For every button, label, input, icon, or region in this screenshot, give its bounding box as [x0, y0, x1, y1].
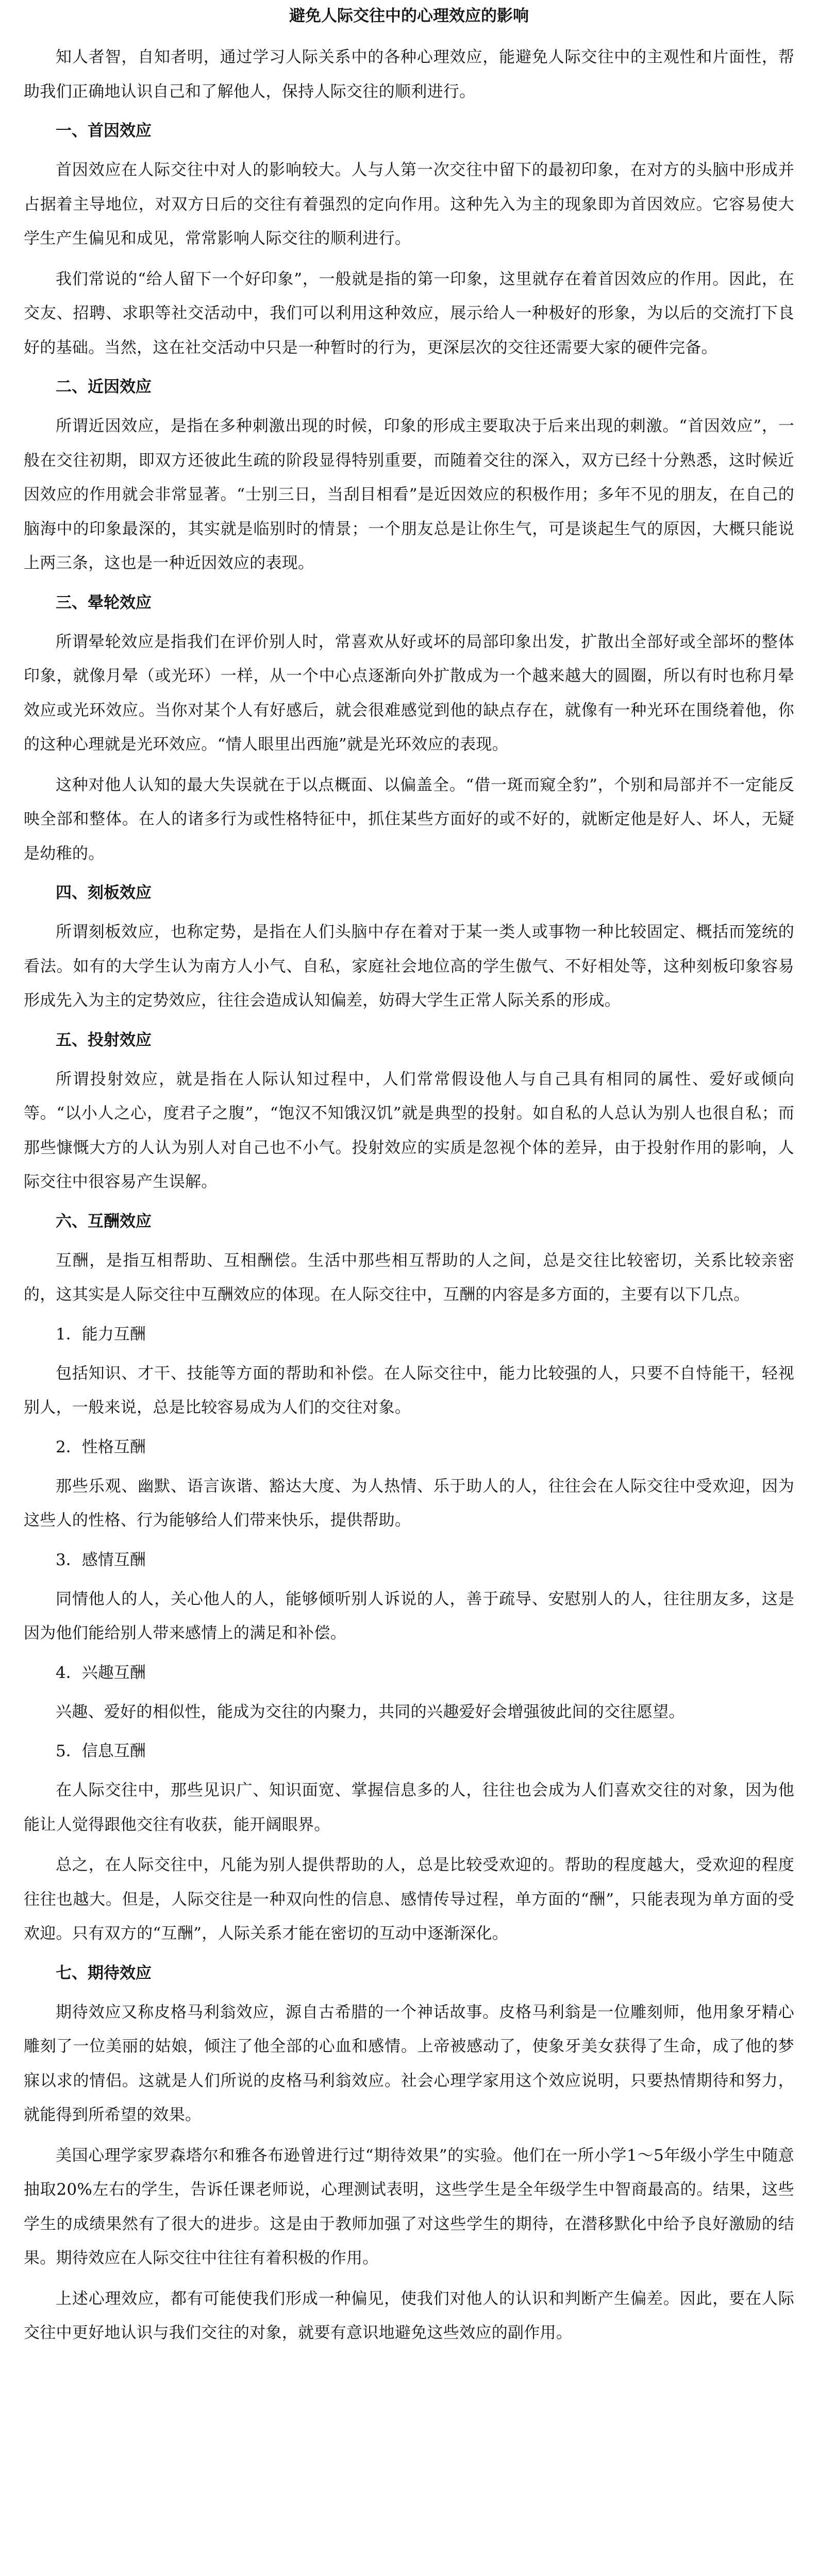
paragraph: 所谓投射效应，就是指在人际认知过程中，人们常常假设他人与自己具有相同的属性、爱好或倾向等。“以小人之心，度君子之腹”，“饱汉不知饿汉饥”就是典型的投射。如自私的人总认为别人也很自私；而那些慷慨大方的人认为别人对自己也不小气。投射效应的实质是忽视个体的差异，由于投射作用的影响，人际交往中很容易产生误解。 [24, 1070, 794, 1191]
paragraph: 这种对他人认知的最大失误就在于以点概面、以偏盖全。“借一斑而窥全豹”，个别和局部并不一定能反映全部和整体。在人的诸多行为或性格特征中，抓住某些方面好的或不好的，就断定他是好人、坏人，无疑是幼稚的。 [24, 775, 794, 863]
paragraph: 首因效应在人际交往中对人的影响较大。人与人第一次交往中留下的最初印象，在对方的头脑中形成并占据着主导地位，对双方日后的交往有着强烈的定向作用。这种先入为主的现象即为首因效应。它容易使大学生产生偏见和成见，常常影响人际交往的顺利进行。 [24, 161, 794, 248]
subsection-heading-emotion: 3．感情互酬 [56, 1550, 146, 1569]
paragraph: 所谓近因效应，是指在多种刺激出现的时候，印象的形成主要取决于后来出现的刺激。“首因效应”，一般在交往初期，即双方还彼此生疏的阶段显得特别重要，而随着交往的深入，双方已经十分熟悉，这时候近因效应的作用就会非常显著。“士别三日，当刮目相看”是近因效应的积极作用；多年不见的朋友，在自己的脑海中的印象最深的，其实就是临别时的情景；一个朋友总是让你生气，可是谈起生气的原因，大概只能说上两三条，这也是一种近因效应的表现。 [24, 417, 794, 572]
paragraph: 期待效应又称皮格马利翁效应，源自古希腊的一个神话故事。皮格马利翁是一位雕刻师，他用象牙精心雕刻了一位美丽的姑娘，倾注了他全部的心血和感情。上帝被感动了，使象牙美女获得了生命，成了他的梦寐以求的情侣。这就是人们所说的皮格马利翁效应。社会心理学家用这个效应说明，只要热情期待和努力，就能得到所希望的效果。 [24, 2003, 794, 2124]
paragraph: 同情他人的人，关心他人的人，能够倾听别人诉说的人，善于疏导、安慰别人的人，往往朋友多，这是因为他们能给别人带来感情上的满足和补偿。 [24, 1589, 794, 1642]
document-title: 避免人际交往中的心理效应的影响 [289, 7, 529, 25]
intro-paragraph: 知人者智，自知者明，通过学习人际关系中的各种心理效应，能避免人际交往中的主观性和片面性，帮助我们正确地认识自己和了解他人，保持人际交往的顺利进行。 [24, 48, 794, 101]
section-heading-stereotype: 四、刻板效应 [56, 884, 152, 902]
subsection-heading-ability: 1．能力互酬 [56, 1325, 146, 1344]
subsection-heading-interest: 4．兴趣互酬 [56, 1663, 146, 1682]
paragraph: 总之，在人际交往中，凡能为别人提供帮助的人，总是比较受欢迎的。帮助的程度越大，受欢迎的程度往往也越大。但是，人际交往是一种双向性的信息、感情传导过程，单方面的“酬”，只能表现为单方面的受欢迎。只有双方的“互酬”，人际关系才能在密切的互动中逐渐深化。 [24, 1856, 794, 1943]
section-heading-recency: 二、近因效应 [56, 378, 152, 396]
paragraph: 互酬，是指互相帮助、互相酬偿。生活中那些相互帮助的人之间，总是交往比较密切，关系比较亲密的，这其实是人际交往中互酬效应的体现。在人际交往中，互酬的内容是多方面的，主要有以下几点。 [24, 1251, 794, 1304]
paragraph: 我们常说的“给人留下一个好印象”，一般就是指的第一印象，这里就存在着首因效应的作用。因此，在交友、招聘、求职等社交活动中，我们可以利用这种效应，展示给人一种极好的形象，为以后的交流打下良好的基础。当然，这在社交活动中只是一种暂时的行为，更深层次的交往还需要大家的硬件完备。 [24, 269, 794, 357]
paragraph: 所谓刻板效应，也称定势，是指在人们头脑中存在着对于某一类人或事物一种比较固定、概括而笼统的看法。如有的大学生认为南方人小气、自私，家庭社会地位高的学生傲气、不好相处等，这种刻板印象容易形成先入为主的定势效应，往往会造成认知偏差，妨碍大学生正常人际关系的形成。 [24, 923, 794, 1010]
subsection-heading-information: 5．信息互酬 [56, 1742, 146, 1760]
paragraph: 那些乐观、幽默、语言诙谐、豁达大度、为人热情、乐于助人的人，往往会在人际交往中受欢迎，因为这些人的性格、行为能够给人们带来快乐，提供帮助。 [24, 1477, 794, 1530]
paragraph: 兴趣、爱好的相似性，能成为交往的内聚力，共同的兴趣爱好会增强彼此间的交往愿望。 [56, 1702, 685, 1721]
paragraph: 上述心理效应，都有可能使我们形成一种偏见，使我们对他人的认识和判断产生偏差。因此，要在人际交往中更好地认识与我们交往的对象，就要有意识地避免这些效应的副作用。 [24, 2289, 794, 2342]
section-heading-primacy: 一、首因效应 [56, 122, 152, 140]
paragraph: 在人际交往中，那些见识广、知识面宽、掌握信息多的人，往往也会成为人们喜欢交往的对象，因为他能让人觉得跟他交往有收获，能开阔眼界。 [24, 1781, 794, 1834]
section-heading-projection: 五、投射效应 [56, 1030, 152, 1049]
paragraph: 美国心理学家罗森塔尔和雅各布逊曾进行过“期待效果”的实验。他们在一所小学1～5年级小学生中随意抽取20%左右的学生，告诉任课老师说，心理测试表明，这些学生是全年级学生中智商最高的。结果，这些学生的成绩果然有了很大的进步。这是由于教师加强了对这些学生的期待，在潜移默化中给予良好激励的结果。期待效应在人际交往中往往有着积极的作用。 [24, 2146, 794, 2267]
paragraph: 所谓晕轮效应是指我们在评价别人时，常喜欢从好或坏的局部印象出发，扩散出全部好或全部坏的整体印象，就像月晕（或光环）一样，从一个中心点逐渐向外扩散成为一个越来越大的圆圈，所以有时也称月晕效应或光环效应。当你对某个人有好感后，就会很难感觉到他的缺点存在，就像有一种光环在围绕着他，你的这种心理就是光环效应。“情人眼里出西施”就是光环效应的表现。 [24, 632, 794, 754]
section-heading-expectancy: 七、期待效应 [56, 1963, 152, 1982]
paragraph: 包括知识、才干、技能等方面的帮助和补偿。在人际交往中，能力比较强的人，只要不自恃能干，轻视别人，一般来说，总是比较容易成为人们的交往对象。 [24, 1364, 794, 1417]
subsection-heading-personality: 2．性格互酬 [56, 1437, 146, 1456]
section-heading-halo: 三、晕轮效应 [56, 593, 152, 612]
section-heading-reciprocity: 六、互酬效应 [56, 1212, 152, 1231]
